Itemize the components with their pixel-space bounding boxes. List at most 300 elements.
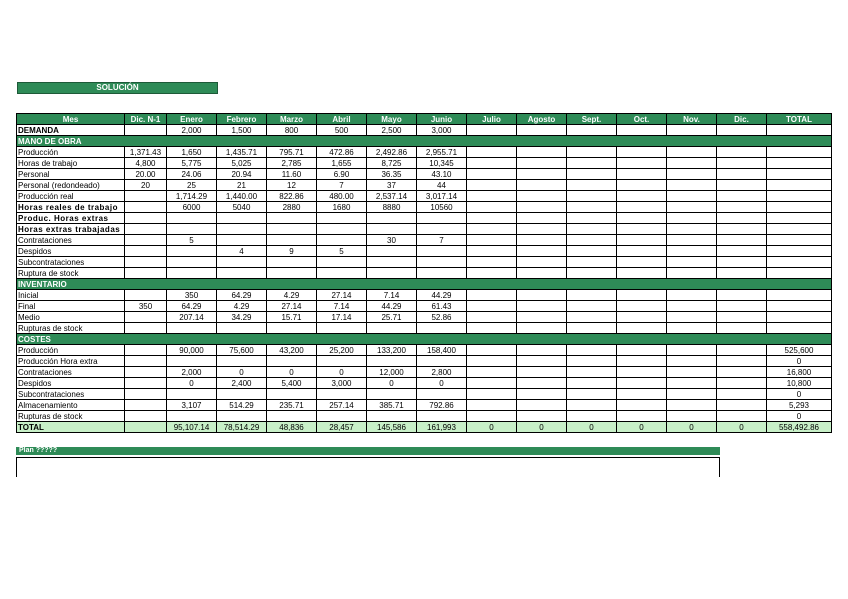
- cell[interactable]: 48,836: [267, 422, 317, 433]
- cell[interactable]: [667, 345, 717, 356]
- cell[interactable]: 4,800: [125, 158, 167, 169]
- cell[interactable]: [367, 323, 417, 334]
- cell[interactable]: 2,500: [367, 125, 417, 136]
- cell[interactable]: [167, 224, 217, 235]
- cell[interactable]: [767, 158, 832, 169]
- cell[interactable]: [317, 268, 367, 279]
- cell[interactable]: [617, 169, 667, 180]
- cell[interactable]: [217, 224, 267, 235]
- cell[interactable]: [417, 389, 467, 400]
- cell[interactable]: [567, 158, 617, 169]
- cell[interactable]: [125, 268, 167, 279]
- cell[interactable]: [767, 125, 832, 136]
- cell[interactable]: [617, 378, 667, 389]
- cell[interactable]: 0: [467, 422, 517, 433]
- cell[interactable]: 792.86: [417, 400, 467, 411]
- cell[interactable]: [717, 125, 767, 136]
- cell[interactable]: [267, 356, 317, 367]
- cell[interactable]: [517, 290, 567, 301]
- cell[interactable]: [167, 246, 217, 257]
- cell[interactable]: [717, 202, 767, 213]
- cell[interactable]: [517, 268, 567, 279]
- cell[interactable]: [467, 213, 517, 224]
- cell[interactable]: [667, 191, 717, 202]
- cell[interactable]: 44.29: [417, 290, 467, 301]
- cell[interactable]: [125, 235, 167, 246]
- cell[interactable]: [317, 323, 367, 334]
- cell[interactable]: [667, 257, 717, 268]
- cell[interactable]: [567, 180, 617, 191]
- cell[interactable]: [617, 400, 667, 411]
- cell[interactable]: [567, 202, 617, 213]
- cell[interactable]: [767, 246, 832, 257]
- cell[interactable]: [517, 389, 567, 400]
- cell[interactable]: [767, 191, 832, 202]
- cell[interactable]: 9: [267, 246, 317, 257]
- cell[interactable]: [467, 389, 517, 400]
- cell[interactable]: 257.14: [317, 400, 367, 411]
- cell[interactable]: 480.00: [317, 191, 367, 202]
- cell[interactable]: 5040: [217, 202, 267, 213]
- cell[interactable]: 0: [617, 422, 667, 433]
- cell[interactable]: [125, 202, 167, 213]
- cell[interactable]: [717, 235, 767, 246]
- cell[interactable]: 4.29: [217, 301, 267, 312]
- cell[interactable]: [767, 323, 832, 334]
- cell[interactable]: 28,457: [317, 422, 367, 433]
- cell[interactable]: [667, 125, 717, 136]
- cell[interactable]: [617, 213, 667, 224]
- cell[interactable]: [567, 268, 617, 279]
- cell[interactable]: [717, 191, 767, 202]
- cell[interactable]: [167, 356, 217, 367]
- cell[interactable]: [567, 345, 617, 356]
- cell[interactable]: 3,107: [167, 400, 217, 411]
- cell[interactable]: [667, 213, 717, 224]
- cell[interactable]: 27.14: [267, 301, 317, 312]
- cell[interactable]: [717, 290, 767, 301]
- cell[interactable]: [267, 213, 317, 224]
- cell[interactable]: 2,537.14: [367, 191, 417, 202]
- cell[interactable]: [217, 235, 267, 246]
- cell[interactable]: [125, 356, 167, 367]
- cell[interactable]: [567, 169, 617, 180]
- cell[interactable]: 24.06: [167, 169, 217, 180]
- cell[interactable]: [717, 169, 767, 180]
- cell[interactable]: 64.29: [167, 301, 217, 312]
- cell[interactable]: [517, 411, 567, 422]
- cell[interactable]: [125, 378, 167, 389]
- cell[interactable]: 7.14: [367, 290, 417, 301]
- cell[interactable]: [767, 213, 832, 224]
- cell[interactable]: [767, 224, 832, 235]
- cell[interactable]: [467, 257, 517, 268]
- cell[interactable]: [617, 257, 667, 268]
- cell[interactable]: [617, 301, 667, 312]
- cell[interactable]: [217, 323, 267, 334]
- cell[interactable]: 34.29: [217, 312, 267, 323]
- cell[interactable]: 0: [517, 422, 567, 433]
- cell[interactable]: [567, 224, 617, 235]
- cell[interactable]: [467, 224, 517, 235]
- cell[interactable]: [367, 356, 417, 367]
- cell[interactable]: [767, 235, 832, 246]
- cell[interactable]: [517, 213, 567, 224]
- cell[interactable]: [517, 202, 567, 213]
- cell[interactable]: 0: [167, 378, 217, 389]
- cell[interactable]: [467, 290, 517, 301]
- cell[interactable]: [567, 367, 617, 378]
- cell[interactable]: 0: [367, 378, 417, 389]
- cell[interactable]: 472.86: [317, 147, 367, 158]
- cell[interactable]: [767, 180, 832, 191]
- cell[interactable]: [367, 213, 417, 224]
- cell[interactable]: 25: [167, 180, 217, 191]
- cell[interactable]: [667, 158, 717, 169]
- cell[interactable]: 43,200: [267, 345, 317, 356]
- cell[interactable]: 0: [767, 356, 832, 367]
- cell[interactable]: [417, 246, 467, 257]
- cell[interactable]: 10,800: [767, 378, 832, 389]
- cell[interactable]: [167, 257, 217, 268]
- cell[interactable]: 1,435.71: [217, 147, 267, 158]
- cell[interactable]: 822.86: [267, 191, 317, 202]
- cell[interactable]: 2,955.71: [417, 147, 467, 158]
- cell[interactable]: [667, 235, 717, 246]
- cell[interactable]: [467, 180, 517, 191]
- cell[interactable]: [767, 312, 832, 323]
- cell[interactable]: [417, 268, 467, 279]
- cell[interactable]: 3,000: [317, 378, 367, 389]
- cell[interactable]: [517, 147, 567, 158]
- cell[interactable]: [717, 356, 767, 367]
- cell[interactable]: [617, 268, 667, 279]
- cell[interactable]: [367, 389, 417, 400]
- cell[interactable]: [517, 125, 567, 136]
- cell[interactable]: 2,000: [167, 367, 217, 378]
- cell[interactable]: [467, 169, 517, 180]
- cell[interactable]: [517, 301, 567, 312]
- cell[interactable]: [567, 147, 617, 158]
- cell[interactable]: 90,000: [167, 345, 217, 356]
- cell[interactable]: [417, 323, 467, 334]
- cell[interactable]: [617, 290, 667, 301]
- cell[interactable]: 2,785: [267, 158, 317, 169]
- cell[interactable]: [517, 312, 567, 323]
- cell[interactable]: [517, 224, 567, 235]
- cell[interactable]: [467, 246, 517, 257]
- cell[interactable]: 145,586: [367, 422, 417, 433]
- cell[interactable]: 3,017.14: [417, 191, 467, 202]
- cell[interactable]: [667, 224, 717, 235]
- cell[interactable]: [467, 125, 517, 136]
- cell[interactable]: [467, 378, 517, 389]
- cell[interactable]: 0: [717, 422, 767, 433]
- cell[interactable]: 350: [125, 301, 167, 312]
- cell[interactable]: [767, 301, 832, 312]
- cell[interactable]: 44.29: [367, 301, 417, 312]
- cell[interactable]: [317, 389, 367, 400]
- cell[interactable]: [617, 191, 667, 202]
- cell[interactable]: 7.14: [317, 301, 367, 312]
- cell[interactable]: [167, 213, 217, 224]
- cell[interactable]: [667, 411, 717, 422]
- cell[interactable]: 44: [417, 180, 467, 191]
- cell[interactable]: [767, 268, 832, 279]
- cell[interactable]: 6.90: [317, 169, 367, 180]
- cell[interactable]: [667, 400, 717, 411]
- cell[interactable]: [517, 400, 567, 411]
- cell[interactable]: 0: [767, 411, 832, 422]
- cell[interactable]: [717, 257, 767, 268]
- cell[interactable]: 7: [417, 235, 467, 246]
- cell[interactable]: [517, 367, 567, 378]
- cell[interactable]: [267, 323, 317, 334]
- cell[interactable]: [467, 235, 517, 246]
- cell[interactable]: 6000: [167, 202, 217, 213]
- cell[interactable]: 8,725: [367, 158, 417, 169]
- cell[interactable]: 161,993: [417, 422, 467, 433]
- cell[interactable]: 385.71: [367, 400, 417, 411]
- cell[interactable]: [467, 400, 517, 411]
- cell[interactable]: 1,655: [317, 158, 367, 169]
- cell[interactable]: [617, 158, 667, 169]
- cell[interactable]: [517, 235, 567, 246]
- cell[interactable]: 17.14: [317, 312, 367, 323]
- cell[interactable]: [667, 301, 717, 312]
- cell[interactable]: [667, 147, 717, 158]
- cell[interactable]: 61.43: [417, 301, 467, 312]
- cell[interactable]: [567, 290, 617, 301]
- cell[interactable]: [617, 323, 667, 334]
- cell[interactable]: 10560: [417, 202, 467, 213]
- cell[interactable]: [717, 180, 767, 191]
- cell[interactable]: [467, 411, 517, 422]
- cell[interactable]: [517, 257, 567, 268]
- cell[interactable]: [125, 323, 167, 334]
- cell[interactable]: [467, 202, 517, 213]
- cell[interactable]: 27.14: [317, 290, 367, 301]
- cell[interactable]: [667, 169, 717, 180]
- cell[interactable]: 16,800: [767, 367, 832, 378]
- cell[interactable]: [617, 202, 667, 213]
- cell[interactable]: 0: [267, 367, 317, 378]
- cell[interactable]: 1,500: [217, 125, 267, 136]
- cell[interactable]: [217, 411, 267, 422]
- cell[interactable]: [167, 389, 217, 400]
- cell[interactable]: [567, 312, 617, 323]
- cell[interactable]: [667, 367, 717, 378]
- cell[interactable]: 52.86: [417, 312, 467, 323]
- cell[interactable]: [567, 378, 617, 389]
- cell[interactable]: [717, 158, 767, 169]
- cell[interactable]: [567, 246, 617, 257]
- cell[interactable]: 2880: [267, 202, 317, 213]
- cell[interactable]: [467, 268, 517, 279]
- cell[interactable]: [367, 257, 417, 268]
- cell[interactable]: [217, 268, 267, 279]
- cell[interactable]: 1680: [317, 202, 367, 213]
- cell[interactable]: 514.29: [217, 400, 267, 411]
- cell[interactable]: [567, 356, 617, 367]
- cell[interactable]: [567, 400, 617, 411]
- cell[interactable]: [567, 125, 617, 136]
- cell[interactable]: [717, 323, 767, 334]
- cell[interactable]: 2,800: [417, 367, 467, 378]
- cell[interactable]: [125, 422, 167, 433]
- cell[interactable]: 5,025: [217, 158, 267, 169]
- cell[interactable]: [717, 345, 767, 356]
- cell[interactable]: [617, 125, 667, 136]
- cell[interactable]: [667, 268, 717, 279]
- cell[interactable]: [167, 268, 217, 279]
- cell[interactable]: [717, 378, 767, 389]
- cell[interactable]: 500: [317, 125, 367, 136]
- cell[interactable]: [367, 224, 417, 235]
- cell[interactable]: [667, 323, 717, 334]
- cell[interactable]: [567, 235, 617, 246]
- cell[interactable]: [125, 224, 167, 235]
- cell[interactable]: [767, 147, 832, 158]
- cell[interactable]: [267, 257, 317, 268]
- cell[interactable]: [717, 268, 767, 279]
- cell[interactable]: 0: [417, 378, 467, 389]
- cell[interactable]: [617, 389, 667, 400]
- cell[interactable]: 36.35: [367, 169, 417, 180]
- cell[interactable]: [125, 191, 167, 202]
- cell[interactable]: [767, 290, 832, 301]
- cell[interactable]: 75,600: [217, 345, 267, 356]
- cell[interactable]: [717, 367, 767, 378]
- cell[interactable]: [617, 356, 667, 367]
- cell[interactable]: [667, 180, 717, 191]
- cell[interactable]: [617, 367, 667, 378]
- cell[interactable]: [567, 213, 617, 224]
- cell[interactable]: [267, 235, 317, 246]
- cell[interactable]: [517, 180, 567, 191]
- cell[interactable]: [467, 301, 517, 312]
- cell[interactable]: 133,200: [367, 345, 417, 356]
- cell[interactable]: [617, 147, 667, 158]
- cell[interactable]: [167, 323, 217, 334]
- cell[interactable]: [567, 257, 617, 268]
- cell[interactable]: [125, 257, 167, 268]
- cell[interactable]: [717, 224, 767, 235]
- cell[interactable]: [667, 202, 717, 213]
- cell[interactable]: [217, 389, 267, 400]
- cell[interactable]: [125, 125, 167, 136]
- cell[interactable]: 558,492.86: [767, 422, 832, 433]
- cell[interactable]: [517, 323, 567, 334]
- cell[interactable]: 25,200: [317, 345, 367, 356]
- cell[interactable]: [517, 169, 567, 180]
- cell[interactable]: 350: [167, 290, 217, 301]
- cell[interactable]: 20.94: [217, 169, 267, 180]
- cell[interactable]: [167, 411, 217, 422]
- cell[interactable]: 0: [317, 367, 367, 378]
- cell[interactable]: [467, 158, 517, 169]
- cell[interactable]: [467, 356, 517, 367]
- cell[interactable]: [267, 411, 317, 422]
- cell[interactable]: [217, 356, 267, 367]
- cell[interactable]: [125, 312, 167, 323]
- plan-area[interactable]: [16, 457, 720, 477]
- cell[interactable]: [317, 224, 367, 235]
- cell[interactable]: [667, 312, 717, 323]
- cell[interactable]: [717, 411, 767, 422]
- cell[interactable]: 235.71: [267, 400, 317, 411]
- cell[interactable]: [717, 147, 767, 158]
- cell[interactable]: 800: [267, 125, 317, 136]
- cell[interactable]: [517, 158, 567, 169]
- cell[interactable]: [267, 389, 317, 400]
- cell[interactable]: [667, 378, 717, 389]
- cell[interactable]: 4.29: [267, 290, 317, 301]
- cell[interactable]: [617, 312, 667, 323]
- cell[interactable]: [767, 169, 832, 180]
- cell[interactable]: 30: [367, 235, 417, 246]
- cell[interactable]: [467, 367, 517, 378]
- cell[interactable]: 25.71: [367, 312, 417, 323]
- cell[interactable]: [125, 411, 167, 422]
- cell[interactable]: 2,400: [217, 378, 267, 389]
- cell[interactable]: [417, 224, 467, 235]
- cell[interactable]: [467, 323, 517, 334]
- cell[interactable]: 12,000: [367, 367, 417, 378]
- cell[interactable]: [267, 224, 317, 235]
- cell[interactable]: [667, 356, 717, 367]
- cell[interactable]: 8880: [367, 202, 417, 213]
- cell[interactable]: [417, 411, 467, 422]
- cell[interactable]: 0: [217, 367, 267, 378]
- cell[interactable]: [667, 290, 717, 301]
- cell[interactable]: [567, 411, 617, 422]
- cell[interactable]: [125, 213, 167, 224]
- cell[interactable]: 158,400: [417, 345, 467, 356]
- cell[interactable]: [367, 411, 417, 422]
- cell[interactable]: [367, 246, 417, 257]
- cell[interactable]: [217, 257, 267, 268]
- cell[interactable]: 1,650: [167, 147, 217, 158]
- cell[interactable]: [467, 312, 517, 323]
- cell[interactable]: [417, 257, 467, 268]
- cell[interactable]: 207.14: [167, 312, 217, 323]
- cell[interactable]: [517, 378, 567, 389]
- cell[interactable]: 525,600: [767, 345, 832, 356]
- cell[interactable]: [417, 213, 467, 224]
- cell[interactable]: 78,514.29: [217, 422, 267, 433]
- cell[interactable]: 1,440.00: [217, 191, 267, 202]
- cell[interactable]: 37: [367, 180, 417, 191]
- cell[interactable]: 5,400: [267, 378, 317, 389]
- cell[interactable]: 21: [217, 180, 267, 191]
- cell[interactable]: [717, 246, 767, 257]
- cell[interactable]: [767, 202, 832, 213]
- cell[interactable]: 5,775: [167, 158, 217, 169]
- cell[interactable]: [217, 213, 267, 224]
- cell[interactable]: [317, 411, 367, 422]
- cell[interactable]: [125, 345, 167, 356]
- cell[interactable]: 12: [267, 180, 317, 191]
- cell[interactable]: [767, 257, 832, 268]
- cell[interactable]: 20: [125, 180, 167, 191]
- cell[interactable]: [467, 345, 517, 356]
- cell[interactable]: 0: [567, 422, 617, 433]
- cell[interactable]: [467, 147, 517, 158]
- cell[interactable]: [617, 180, 667, 191]
- cell[interactable]: [317, 356, 367, 367]
- cell[interactable]: [717, 400, 767, 411]
